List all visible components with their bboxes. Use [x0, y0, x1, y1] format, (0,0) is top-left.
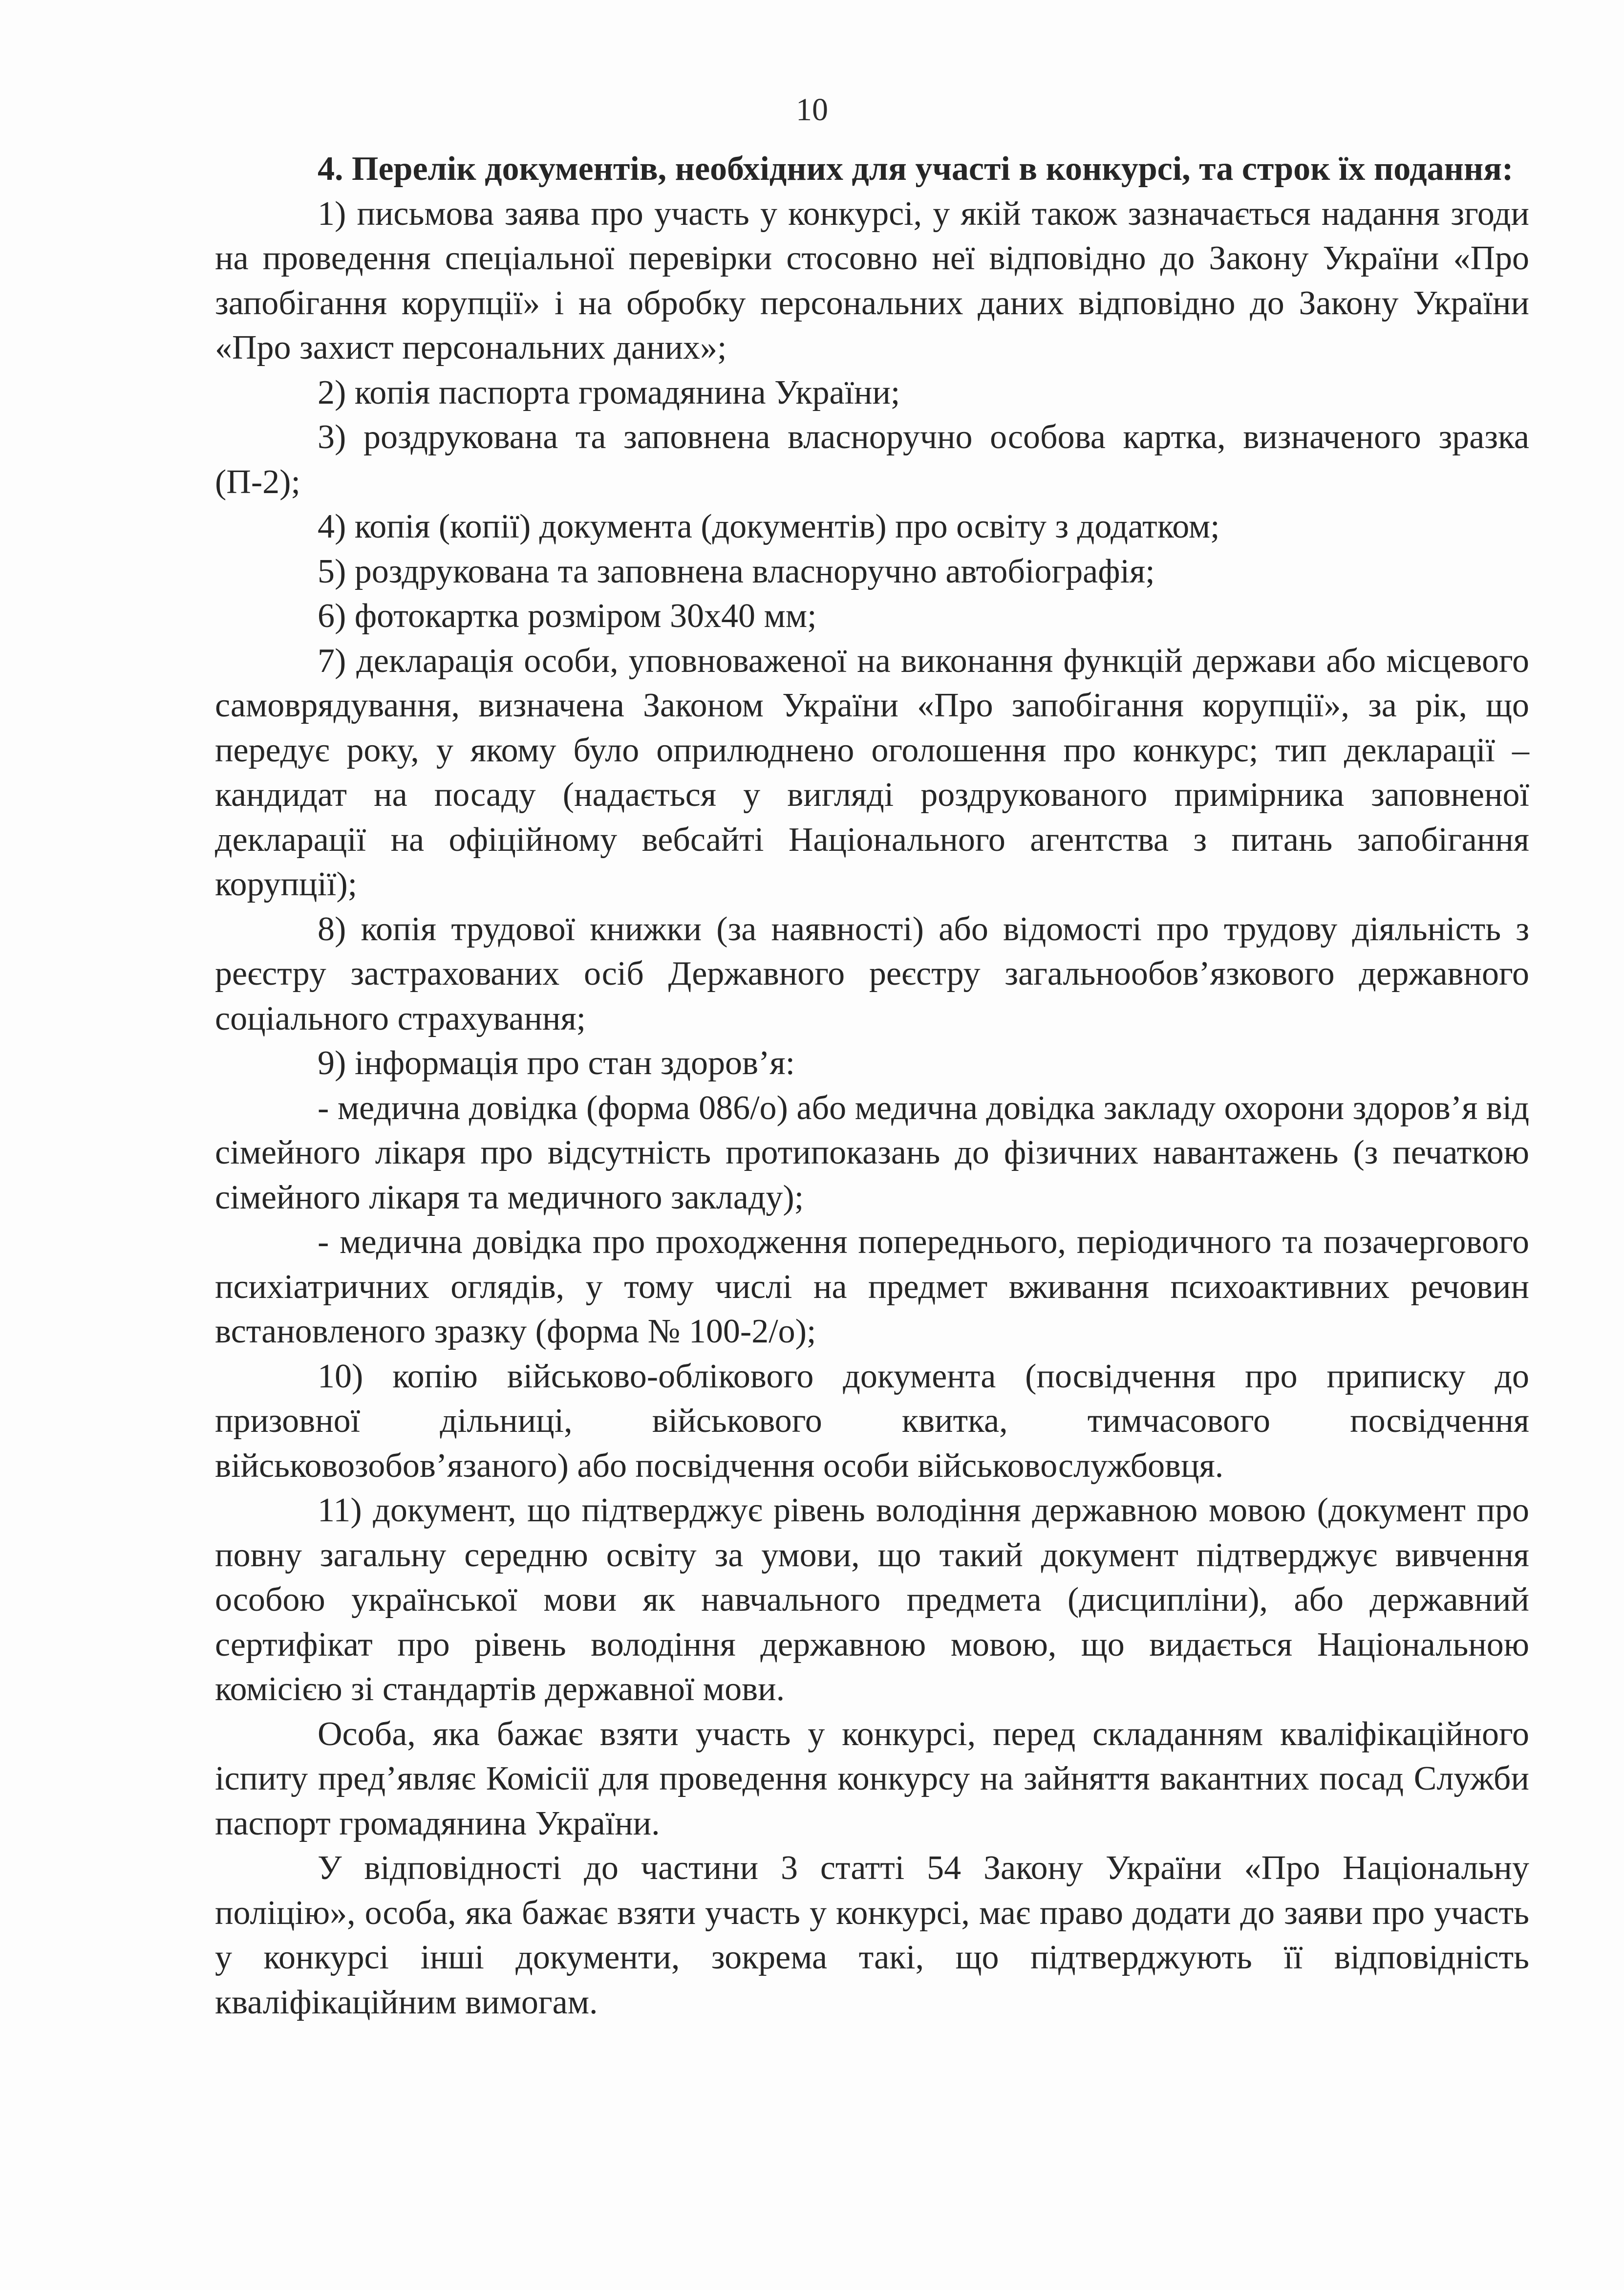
list-item-9-sub-1: - медична довідка (форма 086/о) або медична довідка закладу охорони здоров’я від сімейного лікаря про відсутність протипоказань до фізичних навантажень (з печаткою сімейного лікаря та медичного закладу); [215, 1089, 1529, 1216]
list-item-9-sub-2: - медична довідка про проходження попереднього, періодичного та позачергового психіатричних оглядів, у тому числі на предмет вживання психоактивних речовин встановленого зразку (форма № 100-2/о); [215, 1223, 1529, 1350]
list-item-11: 11) документ, що підтверджує рівень володіння державною мовою (документ про повну загальну середню освіту за умови, що такий документ підтверджує вивчення особою української мови як навчального предмета (дисципліни), або державний сертифікат про рівень володіння державною мовою, що видається Національною комісією зі стандартів державної мови. [215, 1491, 1529, 1708]
list-item-1: 1) письмова заява про участь у конкурсі, у якій також зазначається надання згоди на проведення спеціальної перевірки стосовно неї відповідно до Закону України «Про запобігання корупції» і на обробку персональних даних відповідно до Закону України «Про захист персональних даних»; [215, 194, 1529, 367]
list-item-3: 3) роздрукована та заповнена власноручно особова картка, визначеного зразка (П-2); [215, 418, 1529, 501]
list-item-5: 5) роздрукована та заповнена власноручно автобіографія; [318, 552, 1155, 590]
list-item-2: 2) копія паспорта громадянина України; [318, 373, 900, 411]
document-body [215, 147, 1529, 2025]
list-item-9: 9) інформація про стан здоров’я: [318, 1044, 795, 1082]
list-item-8: 8) копія трудової книжки (за наявності) або відомості про трудову діяльність з реєстру застрахованих осіб Державного реєстру загальнообов’язкового державного соціального страхування; [215, 910, 1529, 1037]
list-item-4: 4) копія (копії) документа (документів) про освіту з додатком; [318, 508, 1220, 545]
section-heading: 4. Перелік документів, необхідних для участі в конкурсі, та строк їх подання: [318, 150, 1514, 188]
list-item-10: 10) копію військово-облікового документа (посвідчення про приписку до призовної дільниці, військового квитка, тимчасового посвідчення військовозобов’язаного) або посвідчення особи військовослужбовця. [215, 1357, 1529, 1485]
paragraph-passport: Особа, яка бажає взяти участь у конкурсі, перед складанням кваліфікаційного іспиту пред’являє Комісії для проведення конкурсу на зайняття вакантних посад Служби паспорт громадянина України. [215, 1715, 1529, 1842]
paragraph-additional-documents: У відповідності до частини 3 статті 54 Закону України «Про Національну поліцію», особа, яка бажає взяти участь у конкурсі, має право додати до заяви про участь у конкурсі інші документи, зокрема такі, що підтверджують її відповідність кваліфікаційним вимогам. [215, 1849, 1529, 2021]
list-item-7: 7) декларація особи, уповноваженої на виконання функцій держави або місцевого самоврядування, визначена Законом України «Про запобігання корупції», за рік, що передує року, у якому було оприлюднено оголошення про конкурс; тип декларації – кандидат на посаду (надається у вигляді роздрукованого примірника заповненої декларації на офіційному вебсайті Національного агентства з питань запобігання корупції); [215, 642, 1529, 903]
page-number: 10 [796, 92, 828, 128]
list-item-6: 6) фотокартка розміром 30х40 мм; [318, 597, 817, 635]
